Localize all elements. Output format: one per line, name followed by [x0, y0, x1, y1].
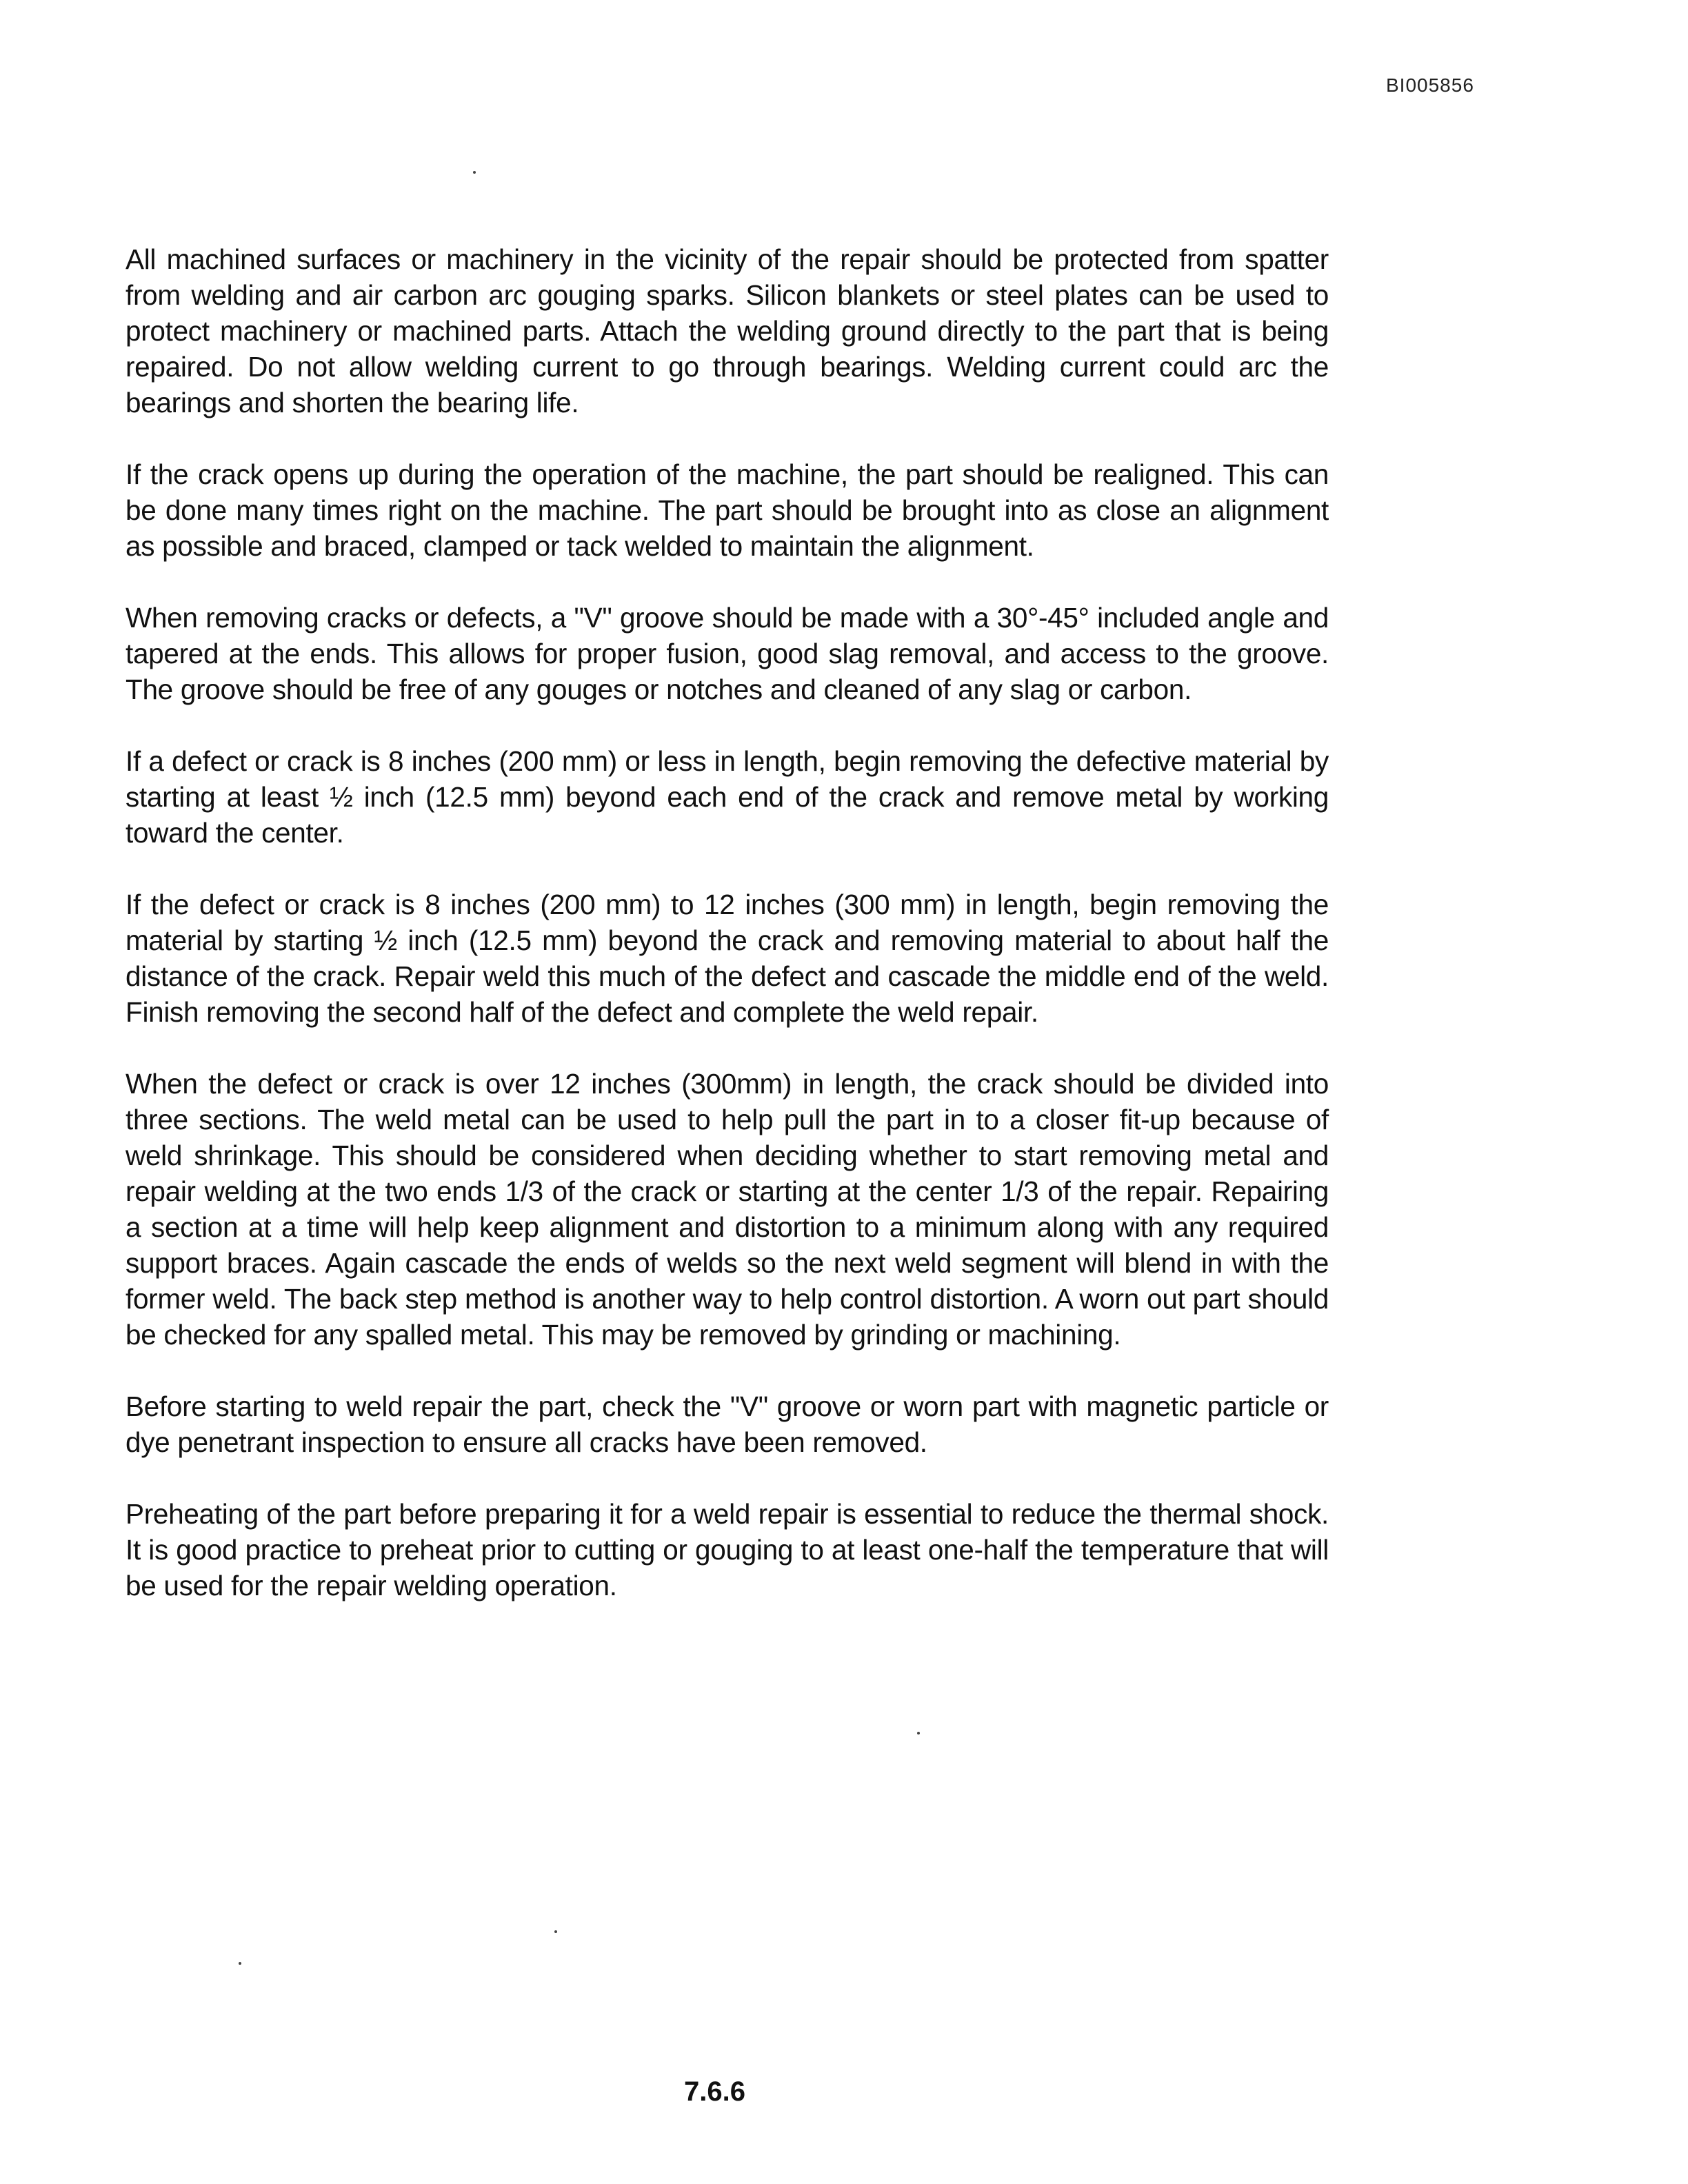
scan-speck — [917, 1732, 920, 1735]
document-body — [125, 241, 1329, 1639]
paragraph-surface-protection: All machined surfaces or machinery in the vicinity of the repair should be protected from spatter from welding and air carbon arc gouging sparks. Silicon blankets or steel plates can be used to protect machinery or machined parts. Attach the welding ground directly to the part that is being repaired. Do not allow welding current to go through bearings. Welding current could arc the bearings and shorten the bearing life. — [125, 243, 1329, 418]
paragraph-medium-crack: If the defect or crack is 8 inches (200 mm) to 12 inches (300 mm) in length, begin removing the material by starting ½ inch (12.5 mm) beyond the crack and removing material to about half the distance of the crack. Repair weld this much of the defect and cascade the middle end of the weld. Finish removing the second half of the defect and complete the weld repair. — [125, 889, 1329, 1028]
paragraph-short-crack: If a defect or crack is 8 inches (200 mm) or less in length, begin removing the defective material by starting at least ½ inch (12.5 mm) beyond each end of the crack and remove metal by working toward the center. — [125, 745, 1329, 849]
page-number: 7.6.6 — [684, 2076, 745, 2107]
paragraph-v-groove: When removing cracks or defects, a "V" groove should be made with a 30°-45° included angle and tapered at the ends. This allows for proper fusion, good slag removal, and access to the groove. The groove should be free of any gouges or notches and cleaned of any slag or carbon. — [125, 602, 1329, 705]
paragraph-long-crack: When the defect or crack is over 12 inches (300mm) in length, the crack should be divided into three sections. The weld metal can be used to help pull the part in to a closer fit-up because of weld shrinkage. This should be considered when deciding whether to start removing metal and repair welding at the two ends 1/3 of the crack or starting at the center 1/3 of the repair. Repairing a section at a time will help keep alignment and distortion to a minimum along with any required support braces. Again cascade the ends of welds so the next weld segment will blend in with the former weld. The back step method is another way to help control distortion. A worn out part should be checked for any spalled metal. This may be removed by grinding or machining. — [125, 1068, 1329, 1351]
paragraph-inspection: Before starting to weld repair the part, check the "V" groove or worn part with magnetic particle or dye penetrant inspection to ensure all cracks have been removed. — [125, 1391, 1329, 1458]
paragraph-realignment: If the crack opens up during the operation of the machine, the part should be realigned. This can be done many times right on the machine. The part should be brought into as close an alignment as possible and braced, clamped or tack welded to maintain the alignment. — [125, 458, 1329, 562]
scan-speck — [473, 171, 476, 174]
paragraph-preheating: Preheating of the part before preparing it for a weld repair is essential to reduce the thermal shock. It is good practice to preheat prior to cutting or gouging to at least one-half the temperature that will be used for the repair welding operation. — [125, 1498, 1329, 1601]
document-id: BI005856 — [1386, 74, 1474, 96]
scan-speck — [554, 1930, 557, 1933]
scan-speck — [239, 1962, 241, 1965]
